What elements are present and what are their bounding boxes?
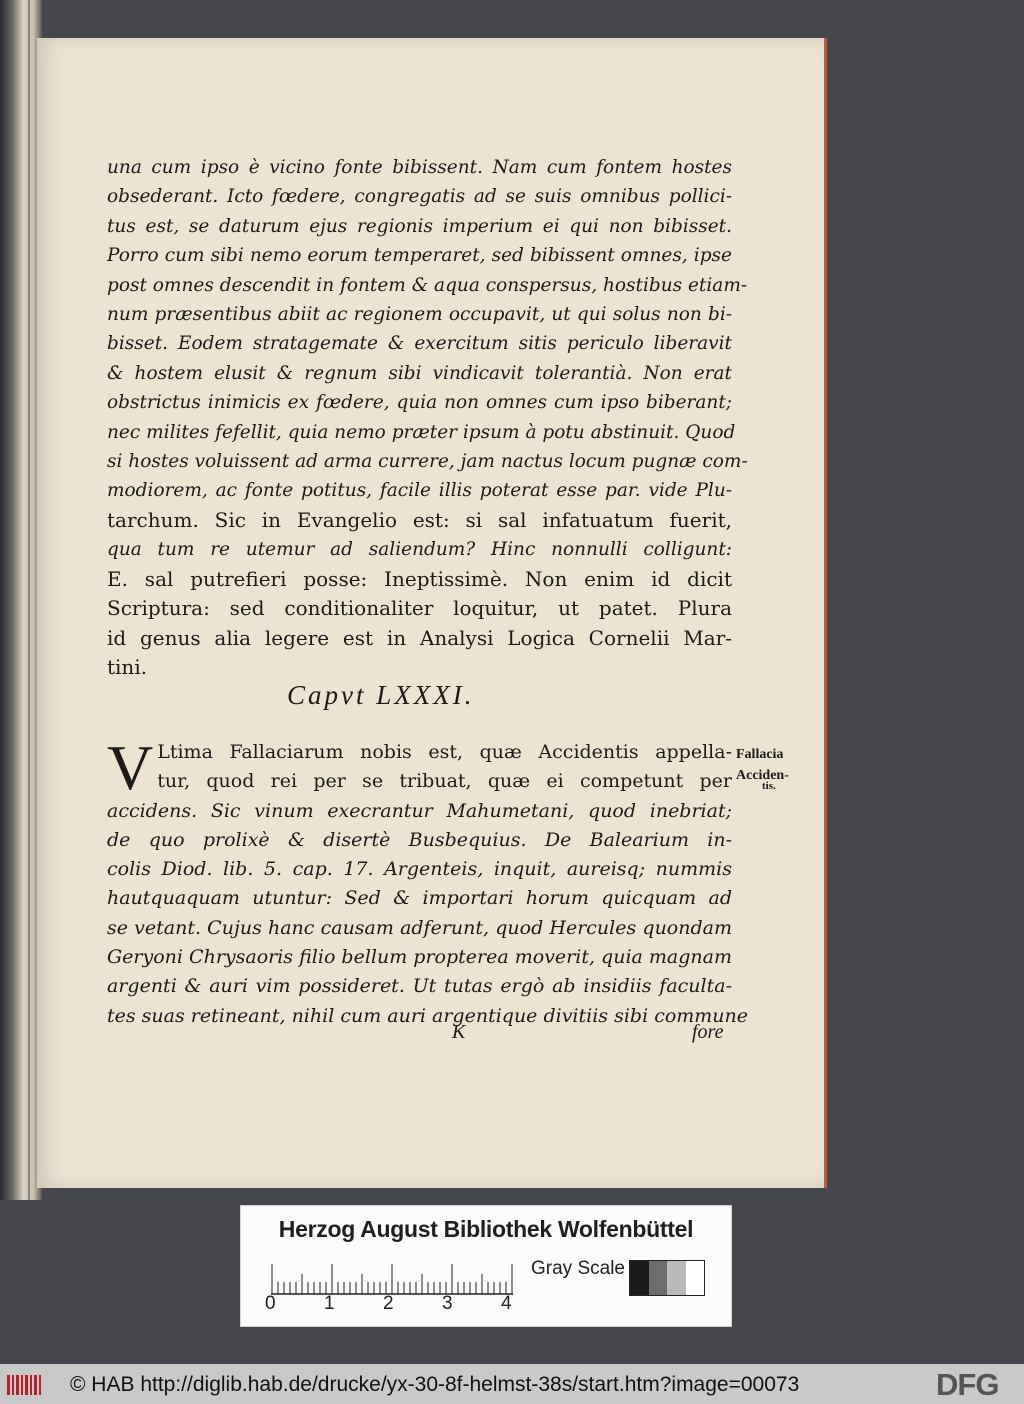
signature-mark: K (452, 1021, 466, 1043)
text-line: Scriptura: sed conditionaliter loquitur, ut patet. Plura (107, 596, 732, 621)
chapter-heading: Capvt LXXXI. (287, 680, 475, 710)
text-line: & hostem elusit & regnum sibi vindicavit tolerantià. Non erat (107, 362, 732, 384)
text-line: de quo prolixè & disertè Busbequius. De Balearium in- (107, 828, 732, 851)
margin-note-line: tis. (762, 780, 776, 792)
margin-note (736, 744, 816, 792)
drop-cap: V (107, 732, 154, 803)
book-left-edge (0, 0, 42, 1200)
text-line: obstrictus inimicis ex fœdere, quia non omnes cum ipso biberant; (107, 392, 732, 414)
margin-note-line: Acciden- (736, 768, 789, 783)
gray-scale-swatches (629, 1260, 705, 1296)
ruler-number: 3 (442, 1293, 453, 1314)
text-line: argenti & auri vim possideret. Ut tutas ergò ab insidiis faculta- (107, 975, 732, 998)
swatch (667, 1261, 686, 1295)
book-page (37, 38, 827, 1188)
text-line: bisset. Eodem stratagemate & exercitum sitis periculo liberavit (107, 333, 732, 355)
text-line: Ltima Fallaciarum nobis est, quæ Accidentis appella- (157, 741, 732, 763)
text-line: Geryoni Chrysaoris filio bellum propterea moverit, quia magnam (107, 946, 732, 969)
swatch (686, 1261, 705, 1295)
swatch (649, 1261, 668, 1295)
text-line: tini. (107, 654, 148, 679)
color-reference-card (240, 1205, 732, 1327)
text-line: post omnes descendit in fontem & aqua conspersus, hostibus etiam- (107, 274, 748, 296)
text-line: colis Diod. lib. 5. cap. 17. Argenteis, inquit, aureisq; nummis (107, 858, 732, 881)
swatch (630, 1261, 649, 1295)
text-line: se vetant. Cujus hanc causam adferunt, quod Hercules quondam (107, 916, 732, 939)
text-line: num præsentibus abiit ac regionem occupavit, ut qui solus non bi- (107, 304, 732, 326)
ruler-number: 0 (265, 1293, 276, 1314)
page-text-block (107, 153, 748, 682)
footer-bar (0, 1364, 1024, 1404)
text-line: Porro cum sibi nemo eorum temperaret, sed bibissent omnes, ipse (107, 245, 732, 267)
ruler-number: 1 (324, 1293, 335, 1314)
text-line: tes suas retineant, nihil cum auri argentique divitiis sibi commune (107, 1004, 749, 1027)
dfg-logo: DFG (936, 1367, 999, 1402)
text-line: hautquaquam utuntur: Sed & importari horum quicquam ad (107, 887, 732, 910)
text-line: una cum ipso è vicino fonte bibissent. Nam cum fontem hostes (107, 157, 732, 178)
chapter-body (107, 732, 749, 1031)
margin-note-line: Fallacia (736, 747, 784, 762)
text-line: nec milites fefellit, quia nemo præter ipsum à potu abstinuit. Quod (107, 421, 736, 443)
text-line: tur, quod rei per se tribuat, quæ ei competunt per (157, 770, 732, 793)
ruler-number: 2 (383, 1293, 394, 1314)
text-line: tus est, se daturum ejus regionis imperium ei qui non bibisset. (107, 215, 732, 237)
footer-url[interactable]: © HAB http://diglib.hab.de/drucke/yx-30-8f-helmst-38s/start.htm?image=00073 (70, 1373, 800, 1396)
text-line: si hostes voluissent ad arma currere, jam nactus locum pugnæ com- (107, 451, 748, 473)
text-line: id genus alia legere est in Analysi Logica Cornelii Mar- (107, 625, 732, 650)
ruler-numbers (265, 1293, 535, 1317)
text-line: obsederant. Icto fœdere, congregatis ad se suis omnibus pollici- (107, 186, 732, 208)
text-line: modiorem, ac fonte potitus, facile illis poterat esse par. vide Plu- (107, 480, 732, 502)
text-line: qua tum re utemur ad saliendum? Hinc nonnulli colligunt: (107, 539, 732, 561)
ruler-scale (271, 1261, 521, 1295)
ruler-number: 4 (501, 1293, 512, 1314)
text-line: tarchum. Sic in Evangelio est: si sal infatuatum fuerit, (107, 507, 732, 532)
text-line: E. sal putrefieri posse: Ineptissimè. Non enim id dicit (107, 566, 732, 591)
hab-logo-icon (6, 1372, 46, 1398)
gray-scale-label: Gray Scale (531, 1258, 625, 1279)
text-line: accidens. Sic vinum execrantur Mahumetani, quod inebriat; (107, 799, 732, 822)
library-title: Herzog August Bibliothek Wolfenbüttel (278, 1216, 694, 1242)
catchword: fore (692, 1021, 724, 1043)
